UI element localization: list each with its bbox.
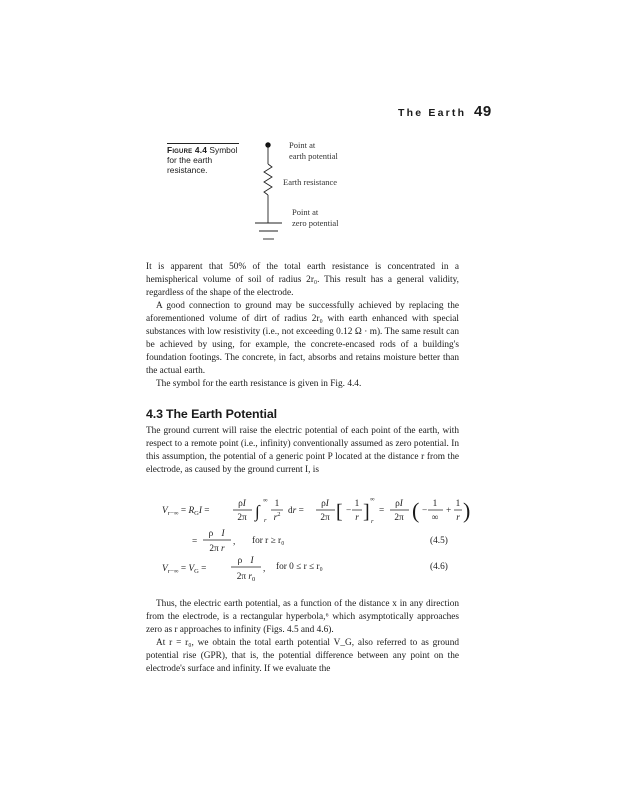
figure-label: Figure 4.4: [167, 145, 208, 155]
label-earth-potential: [289, 140, 338, 161]
svg-text:2π: 2π: [237, 513, 247, 523]
svg-text:=: =: [192, 537, 198, 547]
svg-text:r2: $r^2$: [273, 511, 281, 523]
svg-text:Vr−∞ = RGI =: $V_r-\infty = R_GI$ =: [162, 506, 210, 517]
equation-4-5-condition: for r ≥ r₀: [252, 536, 285, 546]
svg-text:2π r0: 2π $r_0$: [236, 572, 256, 583]
svg-text:1: 1: [354, 499, 360, 509]
svg-text:,: ,: [233, 537, 236, 547]
svg-text:]: ]: [363, 501, 370, 523]
equation-4-6-condition: for 0 ≤ r ≤ r₀: [276, 562, 323, 572]
after-equations-text: [146, 598, 459, 676]
label-earth-potential-line2: earth potential: [289, 150, 338, 161]
label-earth-potential-line1: Point at: [289, 140, 316, 150]
svg-text:1: 1: [455, 499, 461, 509]
svg-text:I: I: [221, 529, 225, 539]
svg-text:): ): [463, 498, 470, 523]
page-number: 49: [474, 103, 492, 120]
svg-text:r: r: [355, 513, 359, 523]
svg-text:ρI: ρI: [238, 499, 246, 509]
svg-text:dr =: dr =: [288, 506, 304, 516]
svg-text:−: −: [346, 506, 352, 516]
svg-text:ρ: ρ: [237, 556, 243, 566]
svg-text:2π r: 2π r: [209, 544, 225, 554]
intro-text: [146, 261, 459, 391]
svg-text:∞: ∞: [263, 497, 268, 504]
svg-text:∞: ∞: [431, 513, 439, 523]
label-zero-potential-line2: zero potential: [292, 217, 339, 228]
label-earth-resistance: Earth resistance: [283, 177, 338, 187]
section-number: 4.3: [146, 407, 163, 421]
svg-text:=: =: [379, 506, 385, 516]
svg-text:1: 1: [432, 499, 438, 509]
svg-text:−: −: [422, 506, 428, 516]
svg-text:Vr−∞ = VG =: $V_r-\infty = V_G$ =: [162, 564, 207, 575]
equation-4-5-number: (4.5): [430, 536, 448, 546]
svg-text:1: 1: [274, 499, 280, 509]
figure-caption: [167, 145, 249, 176]
svg-text:∞: ∞: [370, 496, 375, 503]
resistor-zigzag: [264, 164, 272, 195]
section-intro: [146, 425, 459, 477]
running-head: The Earth: [398, 107, 467, 119]
svg-text:+: +: [446, 506, 452, 516]
svg-text:2π: 2π: [320, 513, 330, 523]
equation-4-6-number: (4.6): [430, 562, 448, 572]
svg-text:r: r: [456, 513, 460, 523]
after-paragraph-2: At r = r₀, we obtain the total earth potential V_G, also referred to as ground potential rise (GPR), that is, the potential difference between any point on the electrode's surface and infinity. If we evaluate the: [146, 638, 459, 674]
svg-text:(: (: [412, 498, 420, 523]
svg-text:ρI: ρI: [395, 499, 403, 509]
after-paragraph-1: Thus, the electric earth potential, as a function of the distance x in any direction from the electrode, is a rectangular hyperbola,⁶ which asymptotically approaches zero as r approaches to infinity (Figs. 4.5 and 4.6).: [146, 599, 459, 635]
svg-text:r: r: [264, 517, 267, 524]
svg-text:ρI: ρI: [321, 499, 329, 509]
svg-text:r: r: [371, 518, 374, 525]
section-heading: [146, 407, 277, 421]
equation-4-6: [160, 550, 270, 586]
figure-caption-text: Symbol for the earth resistance.: [167, 145, 238, 176]
label-zero-potential-line1: Point at: [292, 207, 319, 217]
intro-paragraph-1: It is apparent that 50% of the total earth resistance is concentrated in a hemispherical volume of soil of radius 2r₀. This result has a general validity, regardless of the shape of the electrode.: [146, 262, 459, 298]
section-paragraph-1: The ground current will raise the electric potential of each point of the earth, with respect to a remote point (i.e., infinity) conventionally assumed as zero potential. In this assumption, the potential of a generic point P located at the distance r from the electrode, as caused by the ground current I, is: [146, 426, 459, 475]
svg-text:ρ: ρ: [208, 529, 214, 539]
caption-rule: [167, 143, 239, 144]
label-zero-potential: [292, 207, 339, 228]
svg-text:∫: ∫: [255, 502, 260, 521]
svg-text:[: [: [336, 501, 343, 523]
svg-text:I: I: [250, 556, 254, 566]
intro-paragraph-3: The symbol for the earth resistance is given in Fig. 4.4.: [156, 379, 362, 389]
intro-paragraph-2: A good connection to ground may be successfully achieved by replacing the aforementioned volume of dirt of radius 2r₀ with earth enhanced with special substances with low resistivity (i.e., not exceeding 0.12 Ω · m). The same result can be achieved by using, for example, the concrete-encased rods of a building's foundation footings. The concrete, in fact, absorbs and retains moisture better than the actual earth.: [146, 301, 459, 376]
svg-text:2π: 2π: [394, 513, 404, 523]
svg-text:,: ,: [263, 564, 266, 574]
section-title: The Earth Potential: [166, 407, 278, 421]
